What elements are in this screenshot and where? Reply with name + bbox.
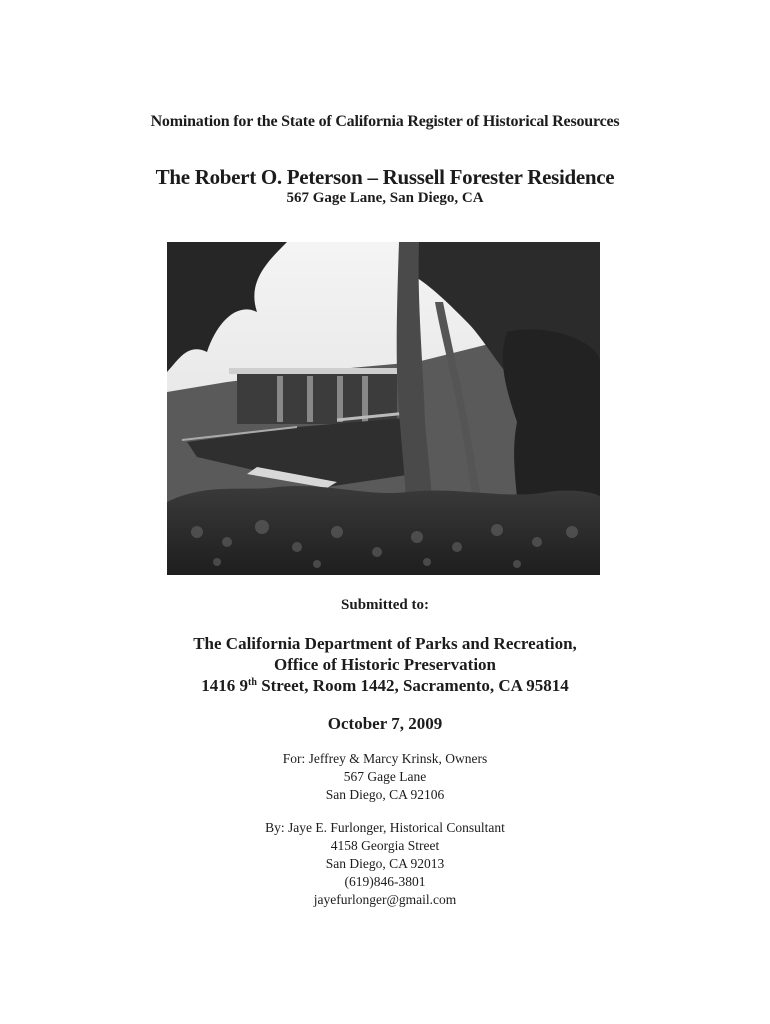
residence-address: 567 Gage Lane, San Diego, CA — [286, 190, 484, 206]
owners-city: San Diego, CA 92106 — [325, 787, 445, 802]
submitted-to-label: Submitted to: — [341, 597, 429, 613]
consultant-line: By: Jaye E. Furlonger, Historical Consultant — [265, 820, 505, 835]
consultant-email: jayefurlonger@gmail.com — [313, 892, 457, 907]
agency-street-rest: Street, Room 1442, Sacramento, CA 95814 — [256, 676, 569, 695]
residence-photo — [167, 242, 600, 575]
residence-title: The Robert O. Peterson – Russell Forester Residence — [155, 165, 615, 189]
agency-office: Office of Historic Preservation — [273, 655, 497, 674]
owners-line: For: Jeffrey & Marcy Krinsk, Owners — [282, 751, 488, 766]
consultant-phone: (619)846-3801 — [344, 874, 426, 889]
submission-date: October 7, 2009 — [327, 714, 443, 733]
consultant-street: 4158 Georgia Street — [330, 838, 440, 853]
owners-street: 567 Gage Lane — [343, 769, 427, 784]
agency-name: The California Department of Parks and Recreation, — [193, 634, 577, 653]
agency-street-number: 1416 9 — [201, 676, 249, 695]
nomination-header: Nomination for the State of California Register of Historical Resources — [150, 113, 620, 130]
agency-street-suffix: th — [248, 677, 257, 688]
consultant-city: San Diego, CA 92013 — [325, 856, 445, 871]
agency-address — [0, 676, 770, 696]
